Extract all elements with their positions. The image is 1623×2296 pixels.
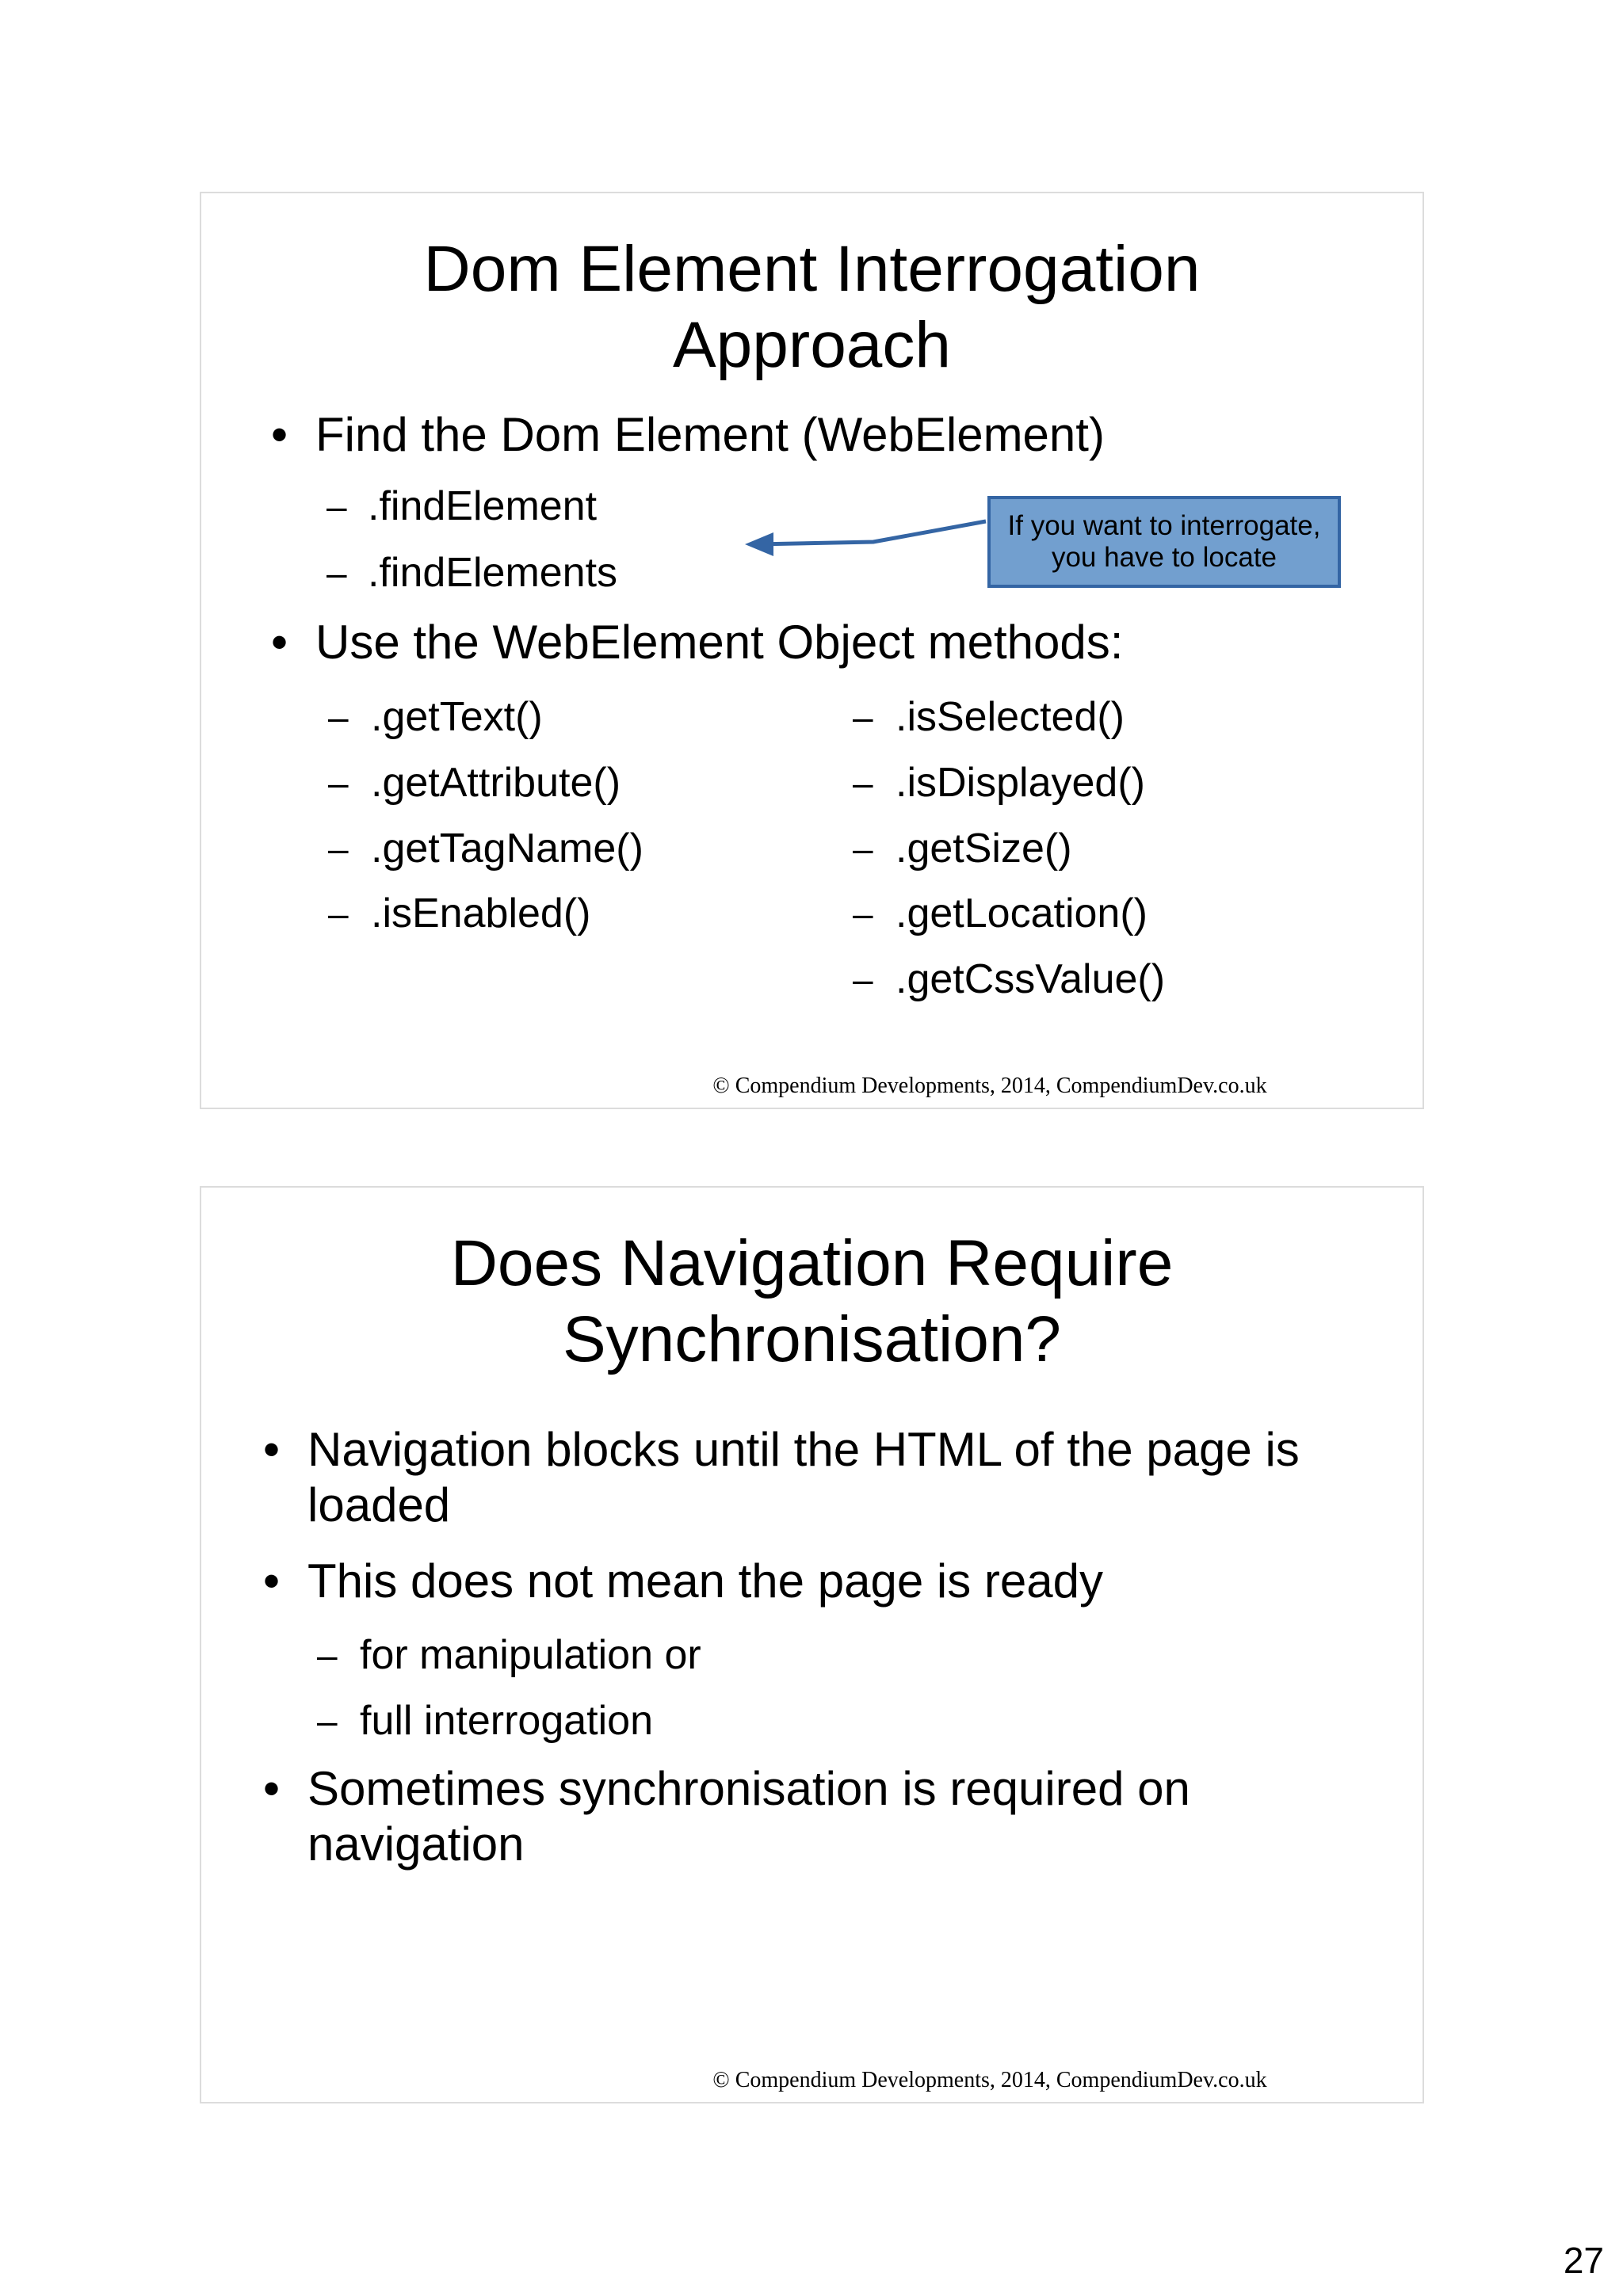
bullet-find-dom-element: Find the Dom Element (WebElement) <box>315 408 1105 461</box>
dash-glyph: – <box>317 1634 338 1676</box>
method-get-css-value: .getCssValue() <box>896 956 1166 1002</box>
dash-glyph: – <box>328 696 349 738</box>
dash-glyph: – <box>328 893 349 934</box>
bullet-glyph: • <box>271 408 288 461</box>
dash-glyph: – <box>327 486 347 527</box>
dash-glyph: – <box>853 762 873 803</box>
method-get-attribute: .getAttribute() <box>371 760 621 806</box>
method-is-selected: .isSelected() <box>896 694 1125 740</box>
method-is-enabled: .isEnabled() <box>371 891 591 936</box>
dash-glyph: – <box>328 828 349 869</box>
slide-footer: © Compendium Developments, 2014, CompendiumDev.co.uk <box>712 2068 1267 2092</box>
page-number: 27 <box>1563 2240 1604 2281</box>
dash-glyph: – <box>327 552 347 593</box>
method-get-location: .getLocation() <box>896 891 1148 936</box>
bullet-glyph: • <box>263 1423 281 1476</box>
slide-title: Does Navigation Require Synchronisation? <box>450 1227 1174 1375</box>
method-get-size: .getSize() <box>896 826 1072 871</box>
sub-item-manipulation: for manipulation or <box>360 1632 701 1678</box>
slide-dom-element-interrogation <box>200 192 1424 1109</box>
dash-glyph: – <box>853 893 873 934</box>
sub-item-find-elements: .findElements <box>368 550 618 596</box>
sub-item-find-element: .findElement <box>368 483 598 529</box>
bullet-glyph: • <box>271 616 288 669</box>
dash-glyph: – <box>853 828 873 869</box>
sub-item-full-interrogation: full interrogation <box>360 1698 653 1744</box>
bullet-not-ready: This does not mean the page is ready <box>307 1554 1103 1608</box>
method-get-tag-name: .getTagName() <box>371 826 643 871</box>
dash-glyph: – <box>328 762 349 803</box>
bullet-navigation-blocks-line-1: Navigation blocks until the HTML of the page is <box>307 1423 1300 1476</box>
bullet-navigation-blocks-line-2: loaded <box>307 1478 451 1531</box>
bullet-sometimes-line-1: Sometimes synchronisation is required on <box>307 1762 1190 1815</box>
method-get-text: .getText() <box>371 694 543 740</box>
bullet-glyph: • <box>263 1762 281 1815</box>
bullet-glyph: • <box>263 1554 281 1608</box>
dash-glyph: – <box>853 696 873 738</box>
slide-navigation-synchronisation <box>200 1186 1424 2103</box>
dash-glyph: – <box>853 959 873 1000</box>
slide-footer: © Compendium Developments, 2014, CompendiumDev.co.uk <box>712 1074 1267 1098</box>
bullet-sometimes-line-2: navigation <box>307 1817 525 1871</box>
dash-glyph: – <box>317 1700 338 1741</box>
slide-title: Dom Element Interrogation Approach <box>423 233 1201 381</box>
method-is-displayed: .isDisplayed() <box>896 760 1145 806</box>
bullet-use-webelement-methods: Use the WebElement Object methods: <box>315 616 1124 669</box>
callout-box: If you want to interrogate, you have to locate <box>987 496 1341 588</box>
